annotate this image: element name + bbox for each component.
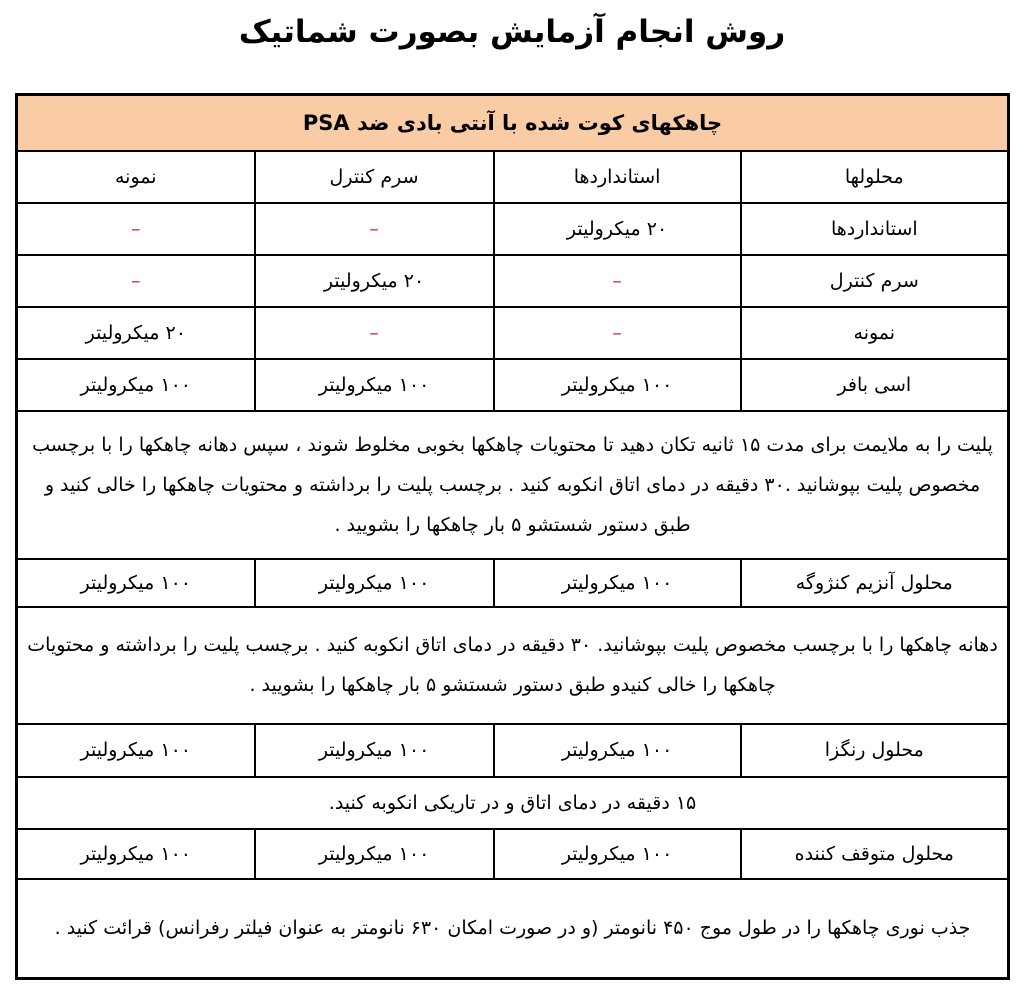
table-cell: ۲۰ میکرولیتر xyxy=(494,203,741,255)
row-label: محلول رنگزا xyxy=(741,724,1009,777)
instruction-note-1: پلیت را به ملایمت برای مدت ۱۵ ثانیه تکان دهید تا محتویات چاهکها بخوبی مخلوط شوند ، سپس دهانه چاهکها را با برچسب مخصوص پلیت بپوشانید .۳۰ دقیقه در دمای اتاق انکوبه کنید . برچسب پلیت را برداشته و محتویات چاهکها را خالی کنید و طبق دستور شستشو ۵ بار چاهکها را بشویید . xyxy=(17,411,1009,559)
instruction-note-2: دهانه چاهکها را با برچسب مخصوص پلیت بپوشانید. ۳۰ دقیقه در دمای اتاق انکوبه کنید . برچسب پلیت را برداشته و محتویات چاهکها را خالی کنیدو طبق دستور شستشو ۵ بار چاهکها را بشویید . xyxy=(17,607,1009,724)
row-label: سرم کنترل xyxy=(741,255,1009,307)
table-cell: ۱۰۰ میکرولیتر xyxy=(17,359,255,411)
table-row xyxy=(17,359,1009,411)
row-label: محلول آنزیم کنژوگه xyxy=(741,559,1009,607)
instruction-note-4: جذب نوری چاهکها را در طول موج ۴۵۰ نانومتر (و در صورت امکان ۶۳۰ نانومتر به عنوان فیلتر رفرانس) قرائت کنید . xyxy=(17,879,1009,979)
row-label: محلول متوقف کننده xyxy=(741,829,1009,879)
protocol-table xyxy=(15,93,1010,980)
row-label: استانداردها xyxy=(741,203,1009,255)
table-cell: ۱۰۰ میکرولیتر xyxy=(17,559,255,607)
table-row xyxy=(17,307,1009,359)
table-row xyxy=(17,255,1009,307)
table-row xyxy=(17,724,1009,777)
table-cell: – xyxy=(17,255,255,307)
column-header-sample: نمونه xyxy=(17,151,255,203)
column-header-standards: استانداردها xyxy=(494,151,741,203)
table-cell: ۱۰۰ میکرولیتر xyxy=(255,829,494,879)
table-cell: ۱۰۰ میکرولیتر xyxy=(494,559,741,607)
table-header-row xyxy=(17,95,1009,151)
table-cell: – xyxy=(17,203,255,255)
page-title: روش انجام آزمایش بصورت شماتیک xyxy=(238,14,786,50)
table-cell: – xyxy=(255,203,494,255)
instruction-note-3: ۱۵ دقیقه در دمای اتاق و در تاریکی انکوبه کنید. xyxy=(17,777,1009,829)
note-row xyxy=(17,879,1009,979)
table-cell: – xyxy=(494,307,741,359)
table-cell: ۱۰۰ میکرولیتر xyxy=(494,359,741,411)
row-label: نمونه xyxy=(741,307,1009,359)
table-cell: ۲۰ میکرولیتر xyxy=(255,255,494,307)
table-row xyxy=(17,559,1009,607)
table-cell: – xyxy=(255,307,494,359)
table-cell: ۱۰۰ میکرولیتر xyxy=(255,559,494,607)
table-cell: ۲۰ میکرولیتر xyxy=(17,307,255,359)
row-label: اسی بافر xyxy=(741,359,1009,411)
column-header-solutions: محلولها xyxy=(741,151,1009,203)
table-cell: ۱۰۰ میکرولیتر xyxy=(494,724,741,777)
table-row xyxy=(17,203,1009,255)
table-cell: ۱۰۰ میکرولیتر xyxy=(255,359,494,411)
note-row xyxy=(17,607,1009,724)
note-row xyxy=(17,411,1009,559)
column-header-row xyxy=(17,151,1009,203)
column-header-control-serum: سرم کنترل xyxy=(255,151,494,203)
table-cell: ۱۰۰ میکرولیتر xyxy=(17,724,255,777)
table-row xyxy=(17,829,1009,879)
table-cell: ۱۰۰ میکرولیتر xyxy=(17,829,255,879)
table-header: چاهکهای کوت شده با آنتی بادی ضد PSA xyxy=(17,95,1009,151)
table-cell: ۱۰۰ میکرولیتر xyxy=(255,724,494,777)
table-cell: – xyxy=(494,255,741,307)
note-row xyxy=(17,777,1009,829)
table-cell: ۱۰۰ میکرولیتر xyxy=(494,829,741,879)
